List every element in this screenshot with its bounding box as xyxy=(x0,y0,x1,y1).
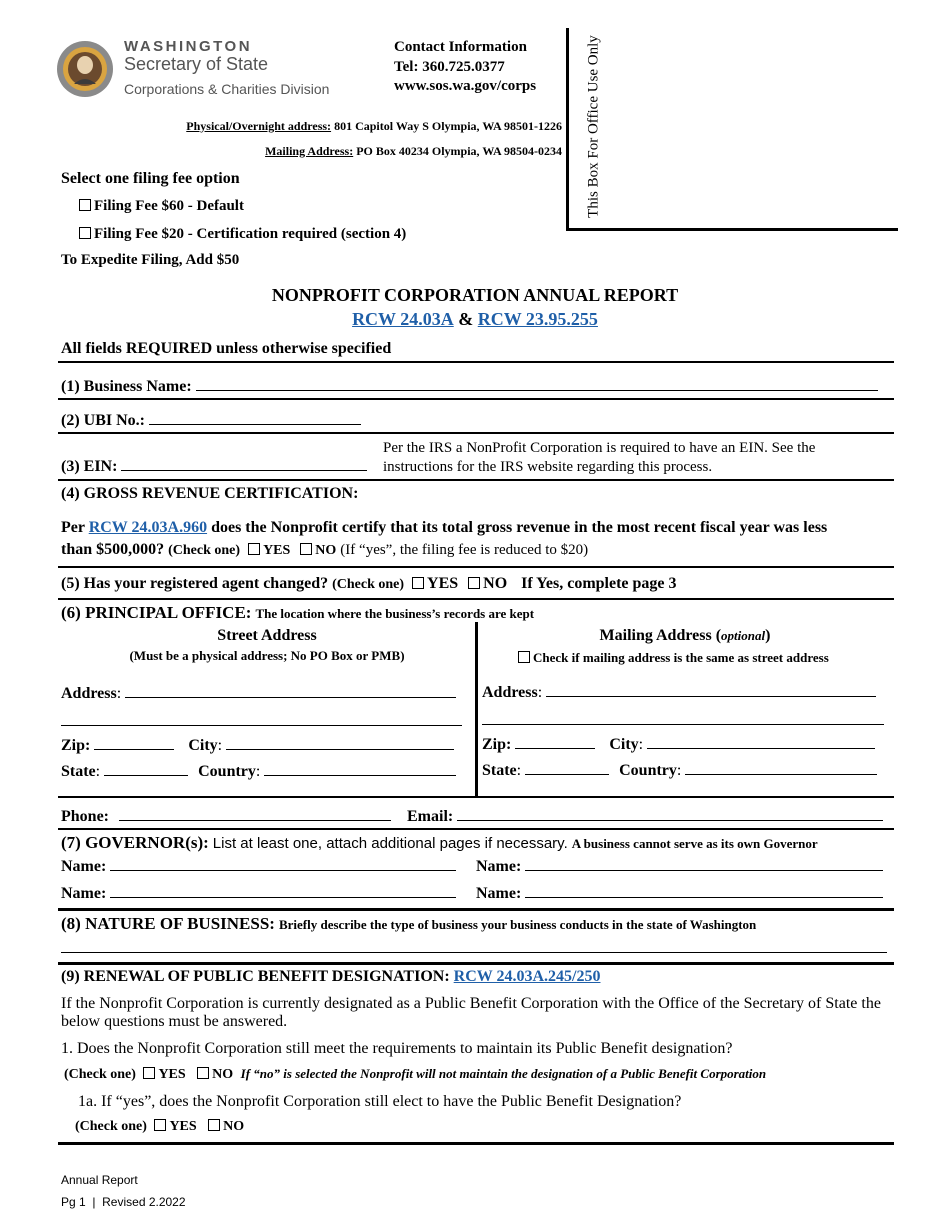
section-7-heading-row xyxy=(61,833,818,853)
divider xyxy=(58,479,894,481)
section-4-question-end: than $500,000? xyxy=(61,541,165,558)
phone-field[interactable] xyxy=(61,806,391,826)
q1-no-checkbox[interactable] xyxy=(197,1067,209,1079)
section-6-sub: The location where the business’s records are kept xyxy=(255,606,535,621)
mailing-address-value: PO Box 40234 Olympia, WA 98504-0234 xyxy=(356,144,562,158)
section-8-note: Briefly describe the type of business your business conducts in the state of Washington xyxy=(278,917,757,932)
phone-input[interactable] xyxy=(119,806,391,821)
mailing-address xyxy=(265,144,562,159)
ein-input[interactable] xyxy=(121,456,367,471)
agent-no-label: NO xyxy=(483,575,508,592)
mailing-zip-city: Zip: City: xyxy=(482,734,875,754)
office-use-label: This Box For Office Use Only xyxy=(585,35,602,218)
q1a-check-one: (Check one) xyxy=(75,1119,147,1134)
section-7-heading: (7) GOVERNOR(s): xyxy=(61,833,209,852)
divider xyxy=(58,828,894,830)
fee-option-60[interactable] xyxy=(79,198,244,215)
divider xyxy=(58,1142,894,1145)
section-6-heading-row xyxy=(61,603,534,623)
rcw-23-95-255-link[interactable]: RCW 23.95.255 xyxy=(477,309,598,329)
fee-heading: Select one filing fee option xyxy=(61,170,240,187)
divider xyxy=(58,598,894,600)
section-8-heading: (8) NATURE OF BUSINESS: xyxy=(61,914,275,933)
fee-20-checkbox[interactable] xyxy=(79,227,91,239)
section-4-per: Per xyxy=(61,519,85,536)
q1-yes-checkbox[interactable] xyxy=(143,1067,155,1079)
revenue-yes-checkbox[interactable] xyxy=(248,543,260,555)
street-city-label: City xyxy=(188,737,218,754)
street-state-label: State xyxy=(61,763,96,780)
street-country-input[interactable] xyxy=(264,761,456,776)
fee-20-label: Filing Fee $20 - Certification required (section 4) xyxy=(94,226,407,242)
nature-of-business-input[interactable] xyxy=(61,952,887,953)
mailing-country-input[interactable] xyxy=(685,760,877,775)
column-divider xyxy=(475,622,478,796)
street-country-label: Country xyxy=(198,763,256,780)
section-9-question-1: 1. Does the Nonprofit Corporation still meet the requirements to maintain its Public Benefit designation? xyxy=(61,1040,733,1057)
email-input[interactable] xyxy=(457,806,883,821)
rcw-24-03a-link[interactable]: RCW 24.03A xyxy=(352,309,454,329)
same-address-option[interactable] xyxy=(518,650,829,666)
state-seal-icon xyxy=(56,40,114,98)
section-9-q1-answer-row xyxy=(64,1066,766,1083)
mailing-state-label: State xyxy=(482,762,517,779)
q1a-yes-label: YES xyxy=(169,1119,197,1134)
mailing-zip-input[interactable] xyxy=(515,734,595,749)
q1-yes-label: YES xyxy=(158,1067,186,1082)
contact-web: www.sos.wa.gov/corps xyxy=(394,78,537,94)
email-label: Email: xyxy=(407,808,454,825)
page-title: NONPROFIT CORPORATION ANNUAL REPORT xyxy=(271,285,679,305)
rcw-24-03a-960-link[interactable]: RCW 24.03A.960 xyxy=(88,519,208,536)
q1-check-one: (Check one) xyxy=(64,1067,136,1082)
mailing-zip-label: Zip: xyxy=(482,736,512,753)
logo-subtitle: Secretary of State xyxy=(124,54,269,74)
governor-name-2[interactable] xyxy=(476,856,883,876)
street-address-field[interactable]: Address: xyxy=(61,683,456,703)
street-note: (Must be a physical address; No PO Box or PMB) xyxy=(129,648,405,663)
mailing-city-input[interactable] xyxy=(647,734,875,749)
contact-tel: Tel: 360.725.0377 xyxy=(394,59,505,75)
mailing-country-label: Country xyxy=(619,762,677,779)
section-5-check-one: (Check one) xyxy=(332,577,405,592)
revenue-yes-label: YES xyxy=(263,543,291,558)
ein-label: (3) EIN: xyxy=(61,458,118,475)
expedite-note: To Expedite Filing, Add $50 xyxy=(61,252,240,268)
mailing-state-input[interactable] xyxy=(525,760,609,775)
governor-name-label: Name: xyxy=(61,885,107,902)
contact-heading: Contact Information xyxy=(394,39,527,55)
ein-note: Per the IRS a NonProfit Corporation is required to have an EIN. See the instructions for the IRS website regarding this process. xyxy=(383,440,816,475)
physical-address xyxy=(186,119,562,134)
same-address-checkbox[interactable] xyxy=(518,651,530,663)
mailing-address-input[interactable] xyxy=(546,682,876,697)
fee-option-20[interactable] xyxy=(79,226,406,243)
street-state-input[interactable] xyxy=(104,761,188,776)
section-6-heading: (6) PRINCIPAL OFFICE: xyxy=(61,603,252,622)
business-name-label: (1) Business Name: xyxy=(61,378,192,395)
footer-page: Pg 1 | Revised 2.2022 xyxy=(61,1195,186,1209)
mailing-address-label: Mailing Address: xyxy=(265,144,354,158)
divider xyxy=(58,361,894,363)
divider xyxy=(58,796,894,798)
governor-name-4-input[interactable] xyxy=(525,883,883,898)
street-address-label: Address xyxy=(61,685,117,702)
section-4-answer-row xyxy=(61,541,588,559)
agent-no-checkbox[interactable] xyxy=(468,577,480,589)
section-7-text: List at least one, attach additional pages if necessary. xyxy=(212,835,568,852)
agent-yes-label: YES xyxy=(427,575,459,592)
section-9-heading-row xyxy=(61,968,600,986)
mailing-address-field-label: Address xyxy=(482,684,538,701)
street-state-country: State: Country: xyxy=(61,761,456,781)
logo-title: WASHINGTON xyxy=(124,38,253,55)
mailing-address-line-2[interactable] xyxy=(482,724,884,725)
ubi-label: (2) UBI No.: xyxy=(61,412,145,429)
fee-60-label: Filing Fee $60 - Default xyxy=(94,198,244,214)
rcw-24-03a-245-link[interactable]: RCW 24.03A.245/250 xyxy=(453,968,601,985)
street-address-input[interactable] xyxy=(125,683,456,698)
section-4-text xyxy=(61,519,827,537)
section-5-note: If Yes, complete page 3 xyxy=(521,575,677,592)
street-city-input[interactable] xyxy=(226,735,454,750)
revenue-no-checkbox[interactable] xyxy=(300,543,312,555)
governor-name-3-input[interactable] xyxy=(110,883,456,898)
section-9-heading: (9) RENEWAL OF PUBLIC BENEFIT DESIGNATION: xyxy=(61,968,450,985)
footer-title: Annual Report xyxy=(61,1173,138,1187)
q1-note: If “no” is selected the Nonprofit will not maintain the designation of a Public Benefit Corporation xyxy=(240,1066,767,1081)
divider xyxy=(58,432,894,434)
governor-name-label: Name: xyxy=(476,885,522,902)
ubi-field[interactable] xyxy=(61,410,361,430)
phone-label: Phone: xyxy=(61,808,109,825)
mailing-heading-label: Mailing Address xyxy=(599,627,712,644)
mailing-address-field[interactable]: Address: xyxy=(482,682,876,702)
revenue-no-label: NO xyxy=(315,543,337,558)
mailing-state-country: State: Country: xyxy=(482,760,877,780)
section-9-q1a-answer-row xyxy=(75,1119,244,1135)
business-name-input[interactable] xyxy=(196,376,878,391)
section-9-paragraph: If the Nonprofit Corporation is currently designated as a Public Benefit Corporation with the Office of the Secretary of State the below questions must be answered. xyxy=(61,995,881,1030)
governor-name-1-input[interactable] xyxy=(110,856,456,871)
street-zip-label: Zip: xyxy=(61,737,91,754)
agent-yes-checkbox[interactable] xyxy=(412,577,424,589)
street-zip-input[interactable] xyxy=(94,735,174,750)
divider xyxy=(58,962,894,965)
governor-name-2-input[interactable] xyxy=(525,856,883,871)
fee-60-checkbox[interactable] xyxy=(79,199,91,211)
mailing-city-label: City xyxy=(609,736,639,753)
section-5-label: (5) Has your registered agent changed? xyxy=(61,575,329,592)
ein-field[interactable] xyxy=(61,456,367,476)
q1a-yes-checkbox[interactable] xyxy=(154,1119,166,1131)
q1-no-label: NO xyxy=(212,1067,234,1082)
governor-name-label: Name: xyxy=(61,858,107,875)
governor-name-label: Name: xyxy=(476,858,522,875)
same-address-label: Check if mailing address is the same as street address xyxy=(533,650,829,665)
street-address-line-2[interactable] xyxy=(61,725,462,726)
section-8-heading-row xyxy=(61,914,756,934)
ubi-input[interactable] xyxy=(149,410,361,425)
divider xyxy=(58,908,894,911)
governor-name-4[interactable] xyxy=(476,883,883,903)
required-note: All fields REQUIRED unless otherwise specified xyxy=(61,340,392,357)
divider xyxy=(58,566,894,568)
section-7-note: A business cannot serve as its own Governor xyxy=(571,836,818,851)
physical-address-value: 801 Capitol Way S Olympia, WA 98501-1226 xyxy=(334,119,562,133)
mailing-optional: optional xyxy=(721,628,766,643)
section-4-heading: (4) GROSS REVENUE CERTIFICATION: xyxy=(61,485,359,502)
email-field[interactable] xyxy=(407,806,883,826)
title-rcw xyxy=(0,309,950,330)
street-heading: Street Address xyxy=(217,627,317,644)
governor-name-3[interactable] xyxy=(61,883,456,903)
mailing-heading: Mailing Address (optional) xyxy=(599,627,771,644)
governor-name-1[interactable] xyxy=(61,856,456,876)
section-4-check-one: (Check one) xyxy=(168,543,241,558)
office-use-box xyxy=(566,28,898,231)
section-4-question: does the Nonprofit certify that its total gross revenue in the most recent fiscal year was less xyxy=(211,519,828,536)
logo-division: Corporations & Charities Division xyxy=(124,81,330,97)
logo xyxy=(56,40,356,100)
physical-address-label: Physical/Overnight address: xyxy=(186,119,332,133)
section-9-question-1a: 1a. If “yes”, does the Nonprofit Corporation still elect to have the Public Benefit Designation? xyxy=(78,1093,682,1110)
divider xyxy=(58,398,894,400)
q1a-no-checkbox[interactable] xyxy=(208,1119,220,1131)
street-zip-city: Zip: City: xyxy=(61,735,454,755)
section-5-row xyxy=(61,575,677,593)
section-4-note: (If “yes”, the filing fee is reduced to $20) xyxy=(340,542,589,558)
title-amp: & xyxy=(458,309,474,329)
business-name-field[interactable] xyxy=(61,376,878,396)
q1a-no-label: NO xyxy=(223,1119,245,1134)
